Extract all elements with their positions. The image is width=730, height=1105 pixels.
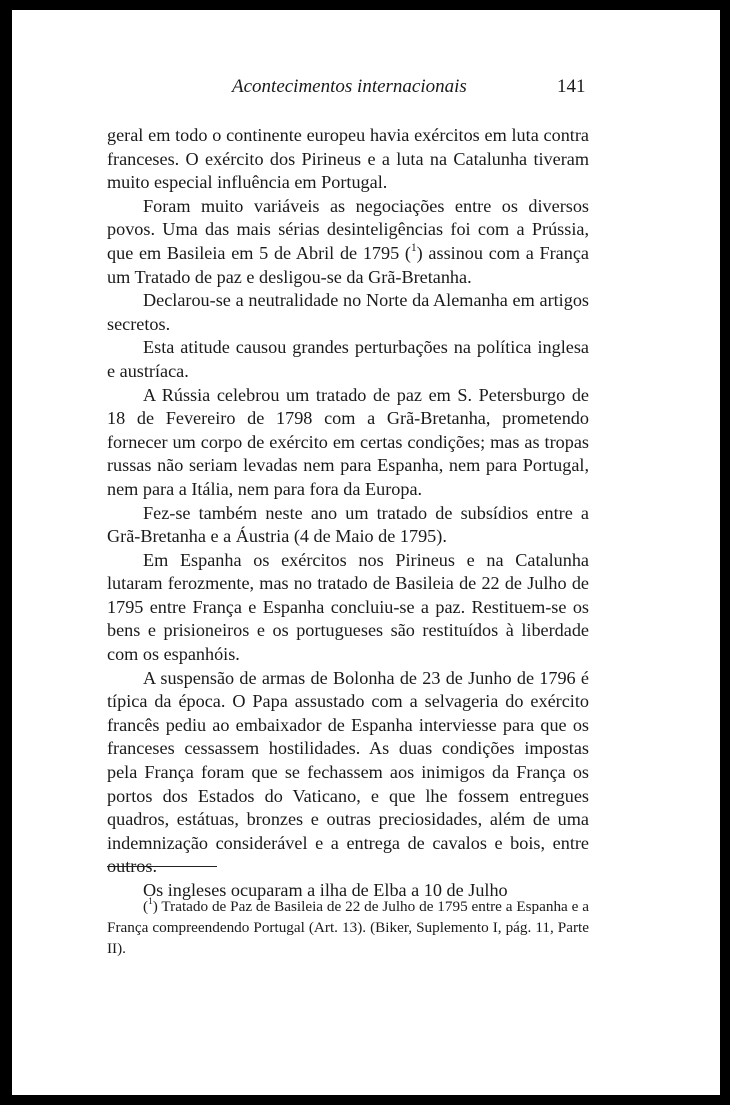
paragraph: Em Espanha os exércitos nos Pirineus e na Catalunha lutaram ferozmente, mas no tratado de Basileia de 22 de Julho de 1795 entre França e Espanha concluiu-se a paz. Restituem-se os bens e prisioneiros e os portugueses são restituídos à liberdade com os espanhóis. (107, 549, 589, 665)
paragraph: geral em todo o continente europeu havia exércitos em luta contra franceses. O exército dos Pirineus e a luta na Catalunha tiveram muito especial influência em Portugal. (107, 125, 589, 193)
paragraph: Esta atitude causou grandes perturbações na política inglesa e austríaca. (107, 337, 589, 381)
footnote-divider (107, 866, 217, 867)
paragraph: Os ingleses ocuparam a ilha de Elba a 10 de Julho (143, 880, 508, 900)
paragraph: Declarou-se a neutralidade no Norte da Alemanha em artigos secretos. (107, 290, 589, 334)
running-title: Acontecimentos internacionais (232, 76, 467, 97)
paragraph: A Rússia celebrou um tratado de paz em S. Petersburgo de 18 de Fevereiro de 1798 com a Grã-Bretanha, prometendo fornecer um corpo de exército em certas condições; mas as tropas russas não seriam levadas nem para Espanha, nem para Portugal, nem para a Itália, nem para fora da Europa. (107, 384, 589, 499)
body-text (107, 124, 589, 903)
footnote-reference: 1 (411, 241, 417, 254)
footnote: ($^1$) Tratado de Paz de Basileia de 22 de Julho de 1795 entre a Espanha e a França compreendendo Portugal (Art. 13). (Biker, Suplemento I, pág. 11, Parte II). (107, 897, 589, 958)
paragraph: Foram muito variáveis as negociações entre os diversos povos. Uma das mais sérias desinteligências foi com a Prússia, que em Basileia em 5 de Abril de 1795 ($^1$) assinou com a França um Tratado de paz e desligou-se da Grã-Bretanha. (107, 195, 589, 287)
page-number: 141 (557, 76, 586, 97)
page-header (12, 76, 720, 106)
footnote-number: 1 (148, 897, 153, 908)
paragraph: Fez-se também neste ano um tratado de subsídios entre a Grã-Bretanha e a Áustria (4 de Maio de 1795). (107, 502, 589, 547)
book-page (12, 10, 720, 1095)
paragraph: A suspensão de armas de Bolonha de 23 de Junho de 1796 é típica da época. O Papa assustado com a selvageria do exército francês pediu ao embaixador de Espanha interviesse para que os franceses cessassem hostilidades. As duas condições impostas pela França foram que se fechassem aos inimigos da França os portos dos Estados do Vaticano, e que lhe fossem entregues quadros, estátuas, bronzes e outras preciosidades, além de uma indemnização considerável e a entrega de cavalos e bois, entre outros. (107, 667, 589, 877)
